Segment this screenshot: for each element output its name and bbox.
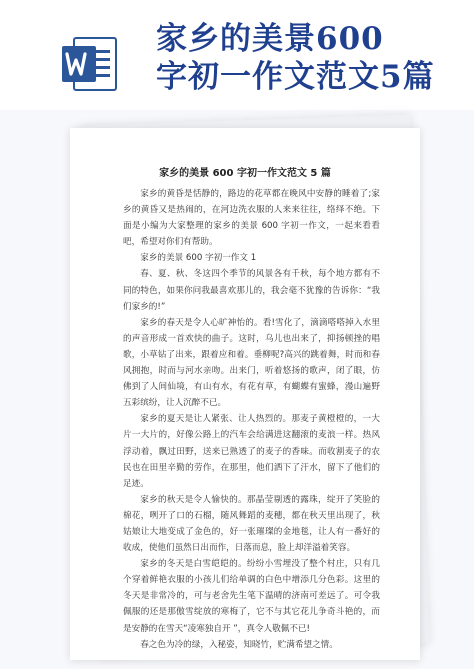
paragraph-seasons: 春、夏、秋、冬这四个季节的风景各有千秋，每个地方都有不同的特色，如果你问我最喜欢那儿的，我会毫不犹豫的告诉你：“我们家乡的!” [123,269,380,312]
paragraph-intro: 家乡的黄昏是恬静的，路边的花草都在晚风中安静的睡着了;家乡的黄昏又是热闹的，在河边洗衣服的人来来往往，络绎不绝。下面是小编为大家整理的家乡的美景 600 字初一作文，一起来看看吧，希望对你们有帮助。 [123,189,380,248]
title-line-2: 字初一作文范文5篇 [156,59,435,95]
page-title [156,20,466,96]
paragraph-subtitle: 家乡的美景 600 字初一作文 1 [140,253,257,264]
title-line-1: 家乡的美景600 [156,21,384,57]
document-body [123,186,380,653]
header-banner [0,0,474,110]
word-document-icon [60,36,118,92]
paragraph-closing: 春之色为冷的绿，入秘姿，知晓竹，贮满希望之情。 [140,639,338,650]
paragraph-summer: 家乡的夏天是让人紧张、让人热烈的。那麦子黄橙橙的，一大片一大片的，好像公路上的汽车会给满进这翻滚的麦浪一样。热风浮动着，飘过田野，送来已熟透了的麦子的香味。而收割麦子的农民也在田里辛勤的劳作，在那里，他们洒下了汗水，留下了他们的足迹。 [123,414,380,489]
document-page [70,128,420,660]
paragraph-autumn: 家乡的秋天是令人愉快的。那晶莹剔透的露珠，绽开了笑脸的棉花，咧开了口的石榴，随风舞蹈的麦穗，都在秋天里出现了，秋姑娘让大地变成了金色的，好一张璀璨的金地毯，让人有一番好的收成，使他们虽然日出而作，日落而息，脸上却洋溢着笑容。 [123,494,380,554]
paragraph-spring: 家乡的春天是令人心旷神怡的。看!雪化了，滴滴嗒嗒掉入水里的声音形成一首欢快的曲子。这时，乌儿也出来了，抑扬顿挫的唱歌，小草钻了出来，跟着应和着。垂柳呢?高兴的跳着舞，时而和春风拥抱，时而与河水亲吻。出来门，听着悠扬的歌声，闭了眼，仿佛到了人间仙境，有山有水，有花有草，有蝴蝶有蜜蜂，漫山遍野五彩缤纷，让人沉醉不已。 [123,317,380,409]
paragraph-winter: 家乡的冬天是白雪皑皑的。纷纷小雪埋没了整个村庄，只有几个穿着鲜艳衣服的小孩儿们给单调的白色中增添几分色彩。这里的冬天是非常冷的，可与老舍先生笔下温晴的济南可差远了。可令我佩服的还是那傲雪绽放的寒梅了，它不与其它花儿争奇斗艳的，而是安静的在雪天“凌寒独自开 ”，真令人敬佩不已! [123,559,380,634]
document-title: 家乡的美景 600 字初一作文范文 5 篇 [159,168,331,179]
